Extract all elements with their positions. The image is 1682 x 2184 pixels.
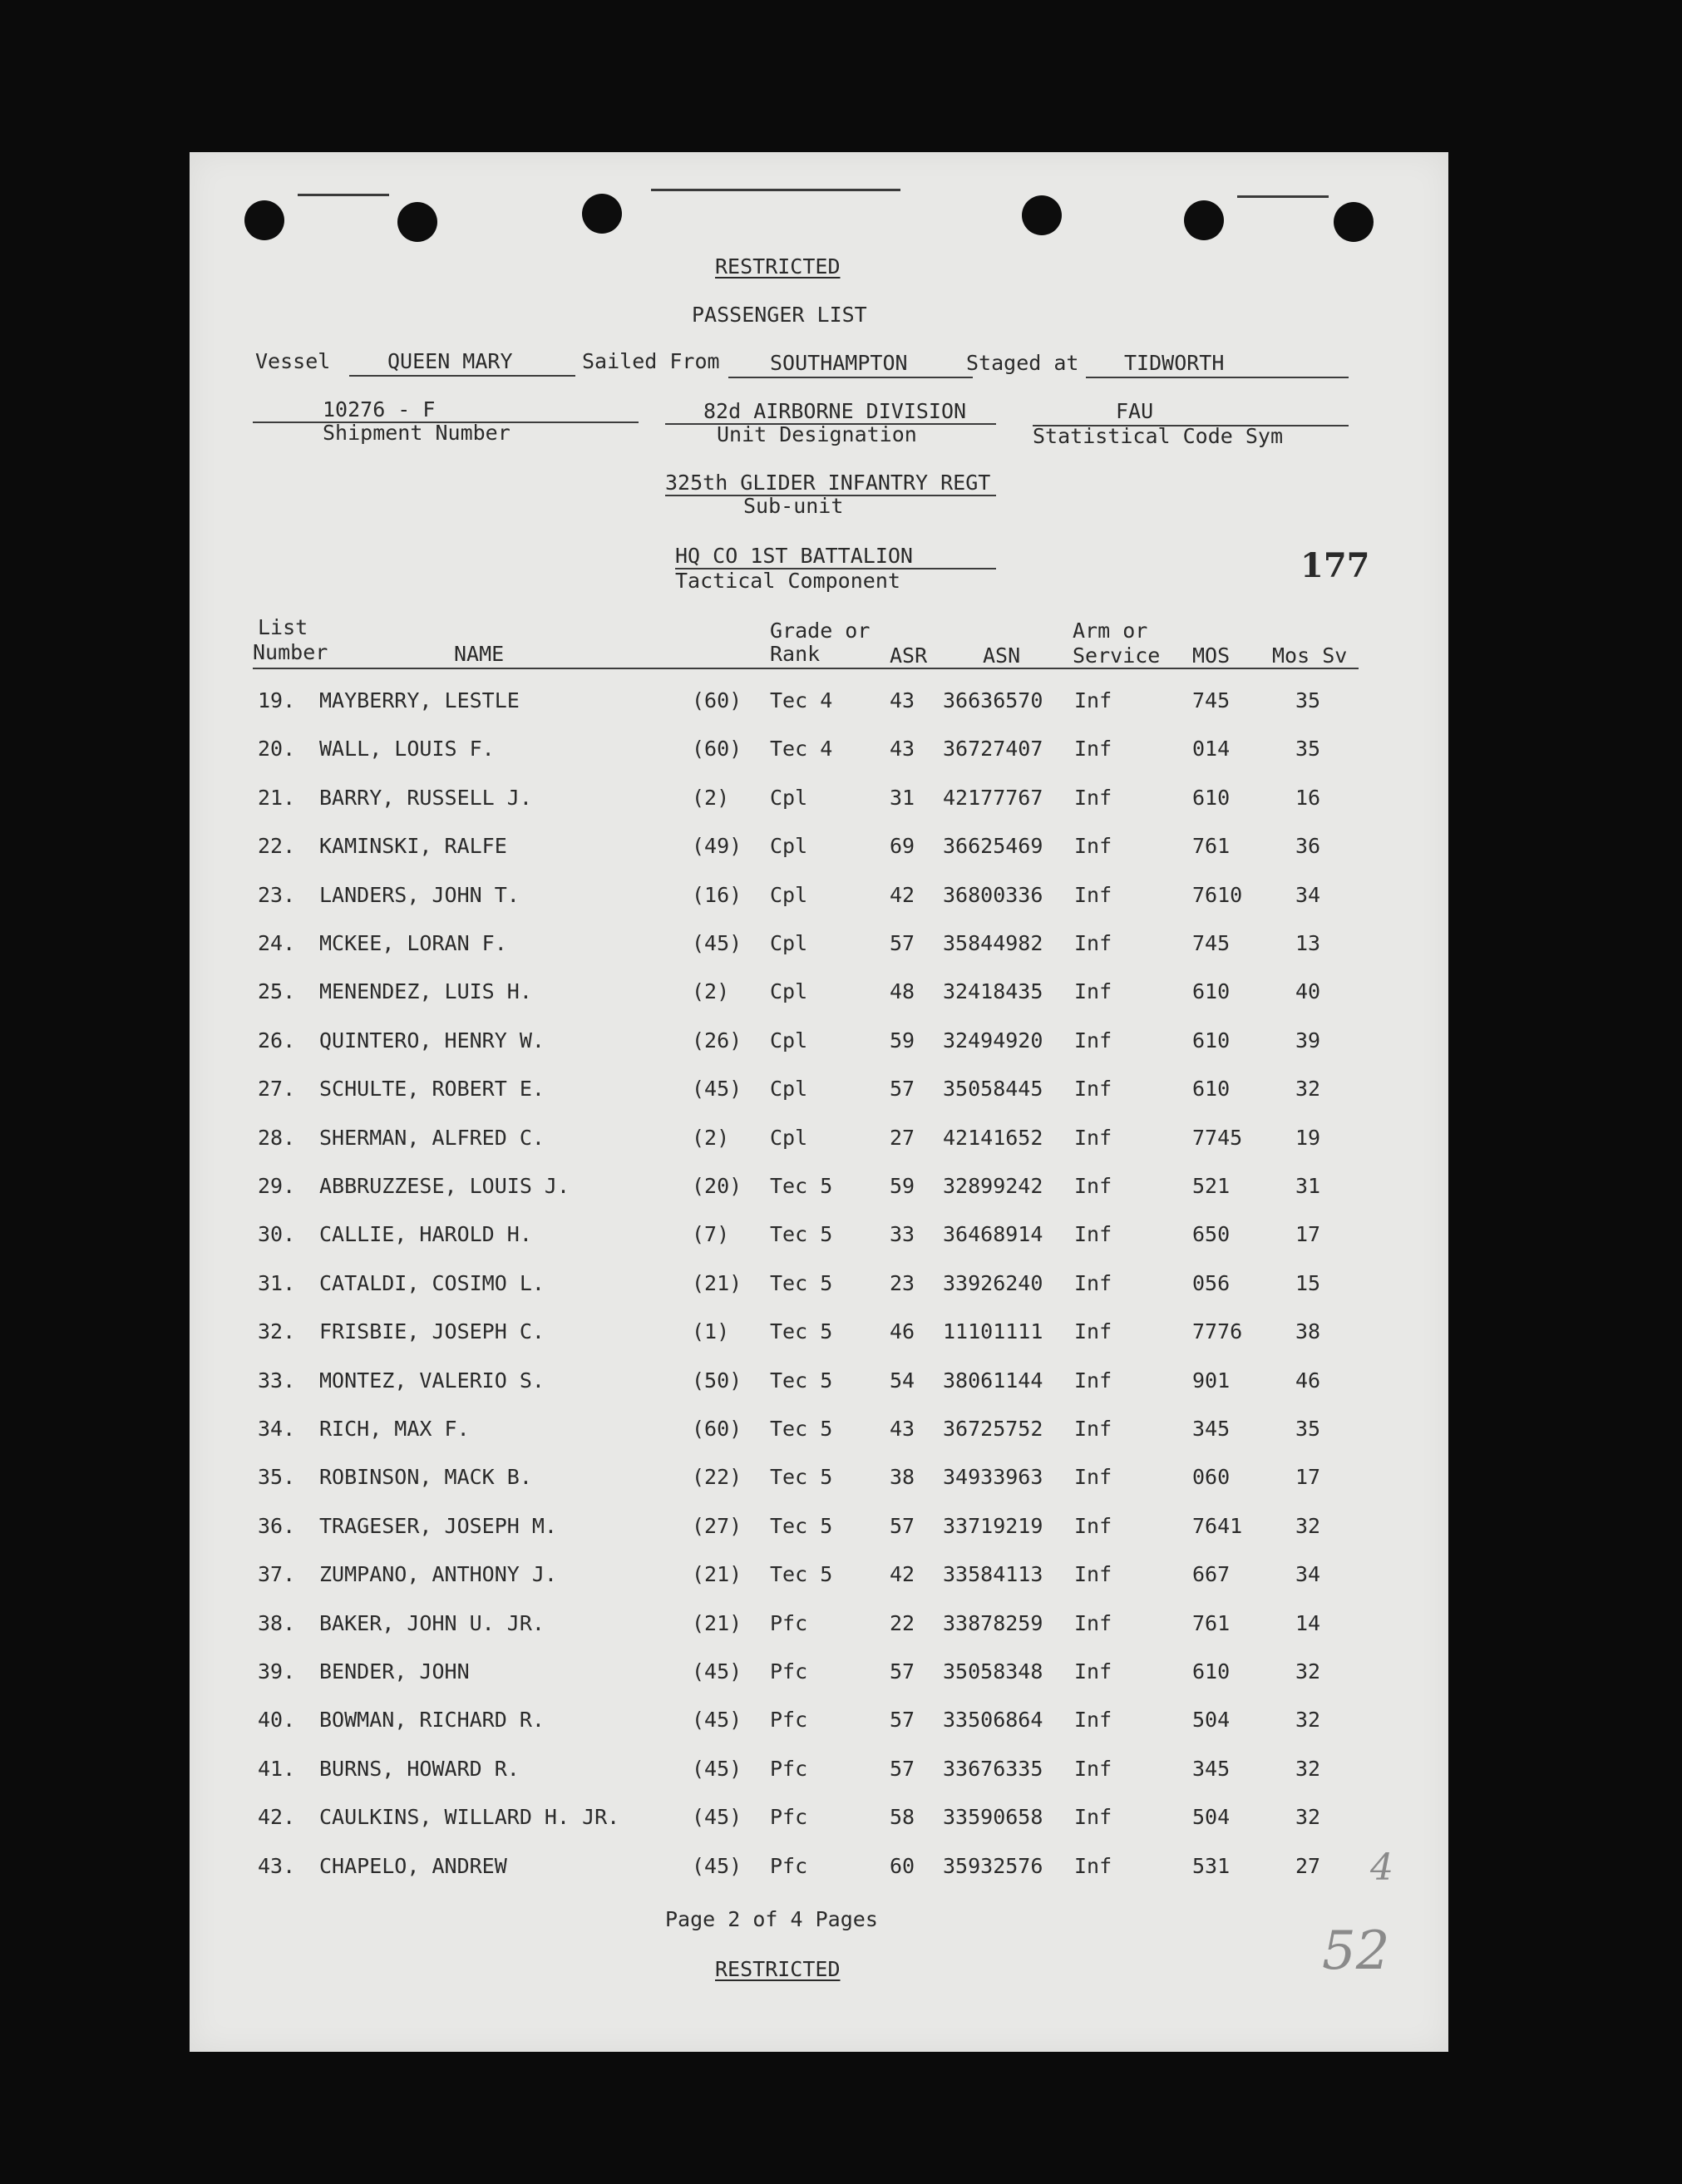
mos-value: 7610 bbox=[1192, 883, 1243, 907]
table-row bbox=[190, 1758, 1448, 1806]
list-number: 33. bbox=[258, 1368, 296, 1393]
punch-hole-icon bbox=[244, 200, 284, 240]
code: (21) bbox=[692, 1562, 742, 1586]
passenger-name: KAMINSKI, RALFE bbox=[319, 834, 507, 858]
list-number: 30. bbox=[258, 1222, 296, 1246]
asr-value: 43 bbox=[890, 688, 915, 712]
mos-value: 7641 bbox=[1192, 1514, 1243, 1538]
asn-value: 33590658 bbox=[943, 1805, 1043, 1829]
table-row bbox=[190, 1029, 1448, 1077]
punch-hole-icon bbox=[1022, 195, 1062, 235]
list-number: 41. bbox=[258, 1757, 296, 1781]
arm-service: Inf bbox=[1074, 1659, 1112, 1684]
subunit-label: Sub-unit bbox=[743, 494, 844, 518]
asn-value: 33584113 bbox=[943, 1562, 1043, 1586]
asn-value: 33878259 bbox=[943, 1611, 1043, 1635]
asr-value: 57 bbox=[890, 1757, 915, 1781]
pencil-mark bbox=[298, 194, 389, 196]
table-row bbox=[190, 1660, 1448, 1708]
document-page bbox=[190, 152, 1448, 2052]
asn-value: 33506864 bbox=[943, 1708, 1043, 1732]
list-number: 31. bbox=[258, 1271, 296, 1295]
table-row bbox=[190, 1417, 1448, 1466]
asr-value: 43 bbox=[890, 737, 915, 761]
mos-value: 7776 bbox=[1192, 1319, 1243, 1343]
mos-value: 056 bbox=[1192, 1271, 1231, 1295]
document-title: PASSENGER LIST bbox=[692, 303, 867, 327]
grade: Pfc bbox=[770, 1854, 808, 1878]
mos-sv-value: 17 bbox=[1295, 1222, 1321, 1246]
table-row bbox=[190, 1515, 1448, 1563]
mos-value: 745 bbox=[1192, 931, 1231, 955]
arm-service: Inf bbox=[1074, 1319, 1112, 1343]
asr-value: 42 bbox=[890, 883, 915, 907]
sailed-from-underline bbox=[728, 377, 973, 378]
code: (16) bbox=[692, 883, 742, 907]
arm-service: Inf bbox=[1074, 786, 1112, 810]
table-row bbox=[190, 932, 1448, 980]
asr-value: 69 bbox=[890, 834, 915, 858]
arm-service: Inf bbox=[1074, 1757, 1112, 1781]
asr-value: 46 bbox=[890, 1319, 915, 1343]
mos-sv-value: 32 bbox=[1295, 1805, 1321, 1829]
asr-value: 42 bbox=[890, 1562, 915, 1586]
mos-sv-value: 15 bbox=[1295, 1271, 1321, 1295]
code: (22) bbox=[692, 1465, 742, 1489]
mos-sv-value: 35 bbox=[1295, 1417, 1321, 1441]
mos-sv-value: 31 bbox=[1295, 1174, 1321, 1198]
asr-value: 57 bbox=[890, 1077, 915, 1101]
mos-value: 761 bbox=[1192, 834, 1231, 858]
asr-value: 59 bbox=[890, 1174, 915, 1198]
mos-value: 345 bbox=[1192, 1757, 1231, 1781]
mos-value: 610 bbox=[1192, 979, 1231, 1003]
code: (45) bbox=[692, 1708, 742, 1732]
code: (27) bbox=[692, 1514, 742, 1538]
mos-value: 610 bbox=[1192, 786, 1231, 810]
page-count: Page 2 of 4 Pages bbox=[665, 1907, 878, 1931]
table-row bbox=[190, 737, 1448, 786]
arm-service: Inf bbox=[1074, 931, 1112, 955]
col-asr: ASR bbox=[890, 643, 928, 668]
table-row bbox=[190, 1077, 1448, 1126]
table-row bbox=[190, 689, 1448, 737]
mos-value: 667 bbox=[1192, 1562, 1231, 1586]
grade: Pfc bbox=[770, 1611, 808, 1635]
passenger-name: MENENDEZ, LUIS H. bbox=[319, 979, 532, 1003]
grade: Cpl bbox=[770, 979, 808, 1003]
asn-value: 35844982 bbox=[943, 931, 1043, 955]
list-number: 42. bbox=[258, 1805, 296, 1829]
list-number: 24. bbox=[258, 931, 296, 955]
passenger-name: CHAPELO, ANDREW bbox=[319, 1854, 507, 1878]
vessel-label: Vessel bbox=[255, 349, 331, 373]
list-number: 25. bbox=[258, 979, 296, 1003]
arm-service: Inf bbox=[1074, 1514, 1112, 1538]
passenger-name: MAYBERRY, LESTLE bbox=[319, 688, 520, 712]
passenger-name: SHERMAN, ALFRED C. bbox=[319, 1126, 545, 1150]
mos-sv-value: 34 bbox=[1295, 883, 1321, 907]
arm-service: Inf bbox=[1074, 1222, 1112, 1246]
list-number: 22. bbox=[258, 834, 296, 858]
list-number: 43. bbox=[258, 1854, 296, 1878]
sailed-from-value: SOUTHAMPTON bbox=[770, 351, 908, 375]
passenger-name: SCHULTE, ROBERT E. bbox=[319, 1077, 545, 1101]
mos-sv-value: 32 bbox=[1295, 1659, 1321, 1684]
asn-value: 32418435 bbox=[943, 979, 1043, 1003]
mos-value: 610 bbox=[1192, 1077, 1231, 1101]
table-row bbox=[190, 1708, 1448, 1757]
grade: Cpl bbox=[770, 1126, 808, 1150]
asr-value: 27 bbox=[890, 1126, 915, 1150]
mos-sv-value: 35 bbox=[1295, 737, 1321, 761]
sailed-from-label: Sailed From bbox=[582, 349, 720, 373]
unit-designation-value: 82d AIRBORNE DIVISION bbox=[703, 399, 967, 423]
grade: Pfc bbox=[770, 1708, 808, 1732]
grade: Cpl bbox=[770, 1028, 808, 1053]
passenger-name: BARRY, RUSSELL J. bbox=[319, 786, 532, 810]
grade: Cpl bbox=[770, 883, 808, 907]
header-rule bbox=[253, 668, 1359, 669]
mos-value: 610 bbox=[1192, 1659, 1231, 1684]
list-number: 40. bbox=[258, 1708, 296, 1732]
subunit-value: 325th GLIDER INFANTRY REGT bbox=[665, 471, 991, 495]
pencil-mark bbox=[651, 189, 900, 191]
list-number: 27. bbox=[258, 1077, 296, 1101]
table-row bbox=[190, 1272, 1448, 1320]
table-row bbox=[190, 1563, 1448, 1611]
col-asn: ASN bbox=[983, 643, 1021, 668]
asr-value: 22 bbox=[890, 1611, 915, 1635]
code: (45) bbox=[692, 1659, 742, 1684]
mos-sv-value: 17 bbox=[1295, 1465, 1321, 1489]
table-row bbox=[190, 1855, 1448, 1903]
arm-service: Inf bbox=[1074, 979, 1112, 1003]
grade: Tec 4 bbox=[770, 737, 833, 761]
staged-at-label: Staged at bbox=[966, 351, 1079, 375]
vessel-value: QUEEN MARY bbox=[387, 349, 513, 373]
mos-sv-value: 13 bbox=[1295, 931, 1321, 955]
asn-value: 32899242 bbox=[943, 1174, 1043, 1198]
passenger-name: CATALDI, COSIMO L. bbox=[319, 1271, 545, 1295]
mos-value: 014 bbox=[1192, 737, 1231, 761]
grade: Pfc bbox=[770, 1659, 808, 1684]
passenger-name: BENDER, JOHN bbox=[319, 1659, 470, 1684]
code: (2) bbox=[692, 786, 730, 810]
passenger-name: CALLIE, HAROLD H. bbox=[319, 1222, 532, 1246]
asr-value: 23 bbox=[890, 1271, 915, 1295]
handwritten-4: 4 bbox=[1370, 1846, 1393, 1889]
list-number: 37. bbox=[258, 1562, 296, 1586]
asr-value: 31 bbox=[890, 786, 915, 810]
grade: Tec 4 bbox=[770, 688, 833, 712]
grade: Pfc bbox=[770, 1805, 808, 1829]
asn-value: 35058445 bbox=[943, 1077, 1043, 1101]
asr-value: 33 bbox=[890, 1222, 915, 1246]
arm-service: Inf bbox=[1074, 737, 1112, 761]
code: (45) bbox=[692, 931, 742, 955]
arm-service: Inf bbox=[1074, 1611, 1112, 1635]
code: (45) bbox=[692, 1805, 742, 1829]
grade: Tec 5 bbox=[770, 1465, 833, 1489]
restricted-heading: RESTRICTED bbox=[715, 254, 841, 279]
arm-service: Inf bbox=[1074, 1417, 1112, 1441]
asn-value: 33676335 bbox=[943, 1757, 1043, 1781]
passenger-name: BURNS, HOWARD R. bbox=[319, 1757, 520, 1781]
list-number: 39. bbox=[258, 1659, 296, 1684]
code: (26) bbox=[692, 1028, 742, 1053]
asn-value: 36468914 bbox=[943, 1222, 1043, 1246]
grade: Tec 5 bbox=[770, 1368, 833, 1393]
passenger-name: WALL, LOUIS F. bbox=[319, 737, 495, 761]
list-number: 32. bbox=[258, 1319, 296, 1343]
table-row bbox=[190, 1806, 1448, 1854]
col-grade-line1: Grade or bbox=[770, 619, 871, 643]
arm-service: Inf bbox=[1074, 1708, 1112, 1732]
mos-sv-value: 36 bbox=[1295, 834, 1321, 858]
grade: Cpl bbox=[770, 931, 808, 955]
asn-value: 42141652 bbox=[943, 1126, 1043, 1150]
col-list-line2: Number bbox=[253, 640, 328, 664]
punch-hole-icon bbox=[1334, 202, 1374, 242]
col-name: NAME bbox=[454, 642, 505, 666]
passenger-name: ZUMPANO, ANTHONY J. bbox=[319, 1562, 557, 1586]
restricted-footer: RESTRICTED bbox=[715, 1957, 841, 1981]
list-number: 23. bbox=[258, 883, 296, 907]
statistical-code-label: Statistical Code Sym bbox=[1033, 424, 1284, 448]
passenger-name: RICH, MAX F. bbox=[319, 1417, 470, 1441]
arm-service: Inf bbox=[1074, 1174, 1112, 1198]
asr-value: 59 bbox=[890, 1028, 915, 1053]
asr-value: 58 bbox=[890, 1805, 915, 1829]
arm-service: Inf bbox=[1074, 1126, 1112, 1150]
asn-value: 36727407 bbox=[943, 737, 1043, 761]
code: (45) bbox=[692, 1757, 742, 1781]
mos-sv-value: 32 bbox=[1295, 1077, 1321, 1101]
unit-designation-label: Unit Designation bbox=[717, 422, 917, 446]
punch-hole-icon bbox=[397, 202, 437, 242]
mos-sv-value: 32 bbox=[1295, 1708, 1321, 1732]
asn-value: 36725752 bbox=[943, 1417, 1043, 1441]
arm-service: Inf bbox=[1074, 688, 1112, 712]
table-row bbox=[190, 1369, 1448, 1417]
grade: Tec 5 bbox=[770, 1514, 833, 1538]
shipment-number-label: Shipment Number bbox=[323, 421, 511, 445]
list-number: 26. bbox=[258, 1028, 296, 1053]
mos-sv-value: 38 bbox=[1295, 1319, 1321, 1343]
asr-value: 57 bbox=[890, 931, 915, 955]
grade: Cpl bbox=[770, 786, 808, 810]
code: (21) bbox=[692, 1611, 742, 1635]
mos-sv-value: 14 bbox=[1295, 1611, 1321, 1635]
mos-sv-value: 27 bbox=[1295, 1854, 1321, 1878]
mos-value: 901 bbox=[1192, 1368, 1231, 1393]
pencil-mark bbox=[1237, 195, 1329, 198]
grade: Tec 5 bbox=[770, 1562, 833, 1586]
grade: Cpl bbox=[770, 834, 808, 858]
passenger-name: MCKEE, LORAN F. bbox=[319, 931, 507, 955]
code: (1) bbox=[692, 1319, 730, 1343]
mos-value: 650 bbox=[1192, 1222, 1231, 1246]
asn-value: 33926240 bbox=[943, 1271, 1043, 1295]
arm-service: Inf bbox=[1074, 1562, 1112, 1586]
asn-value: 11101111 bbox=[943, 1319, 1043, 1343]
mos-sv-value: 32 bbox=[1295, 1757, 1321, 1781]
code: (45) bbox=[692, 1077, 742, 1101]
tactical-component-label: Tactical Component bbox=[675, 569, 900, 593]
table-row bbox=[190, 1223, 1448, 1271]
asn-value: 34933963 bbox=[943, 1465, 1043, 1489]
col-mos: MOS bbox=[1192, 643, 1231, 668]
asn-value: 35058348 bbox=[943, 1659, 1043, 1684]
mos-value: 504 bbox=[1192, 1805, 1231, 1829]
arm-service: Inf bbox=[1074, 883, 1112, 907]
asn-value: 42177767 bbox=[943, 786, 1043, 810]
passenger-name: QUINTERO, HENRY W. bbox=[319, 1028, 545, 1053]
arm-service: Inf bbox=[1074, 1465, 1112, 1489]
asn-value: 38061144 bbox=[943, 1368, 1043, 1393]
asn-value: 33719219 bbox=[943, 1514, 1043, 1538]
mos-sv-value: 16 bbox=[1295, 786, 1321, 810]
table-row bbox=[190, 1320, 1448, 1368]
passenger-name: ROBINSON, MACK B. bbox=[319, 1465, 532, 1489]
mos-value: 610 bbox=[1192, 1028, 1231, 1053]
arm-service: Inf bbox=[1074, 1028, 1112, 1053]
mos-value: 531 bbox=[1192, 1854, 1231, 1878]
mos-sv-value: 34 bbox=[1295, 1562, 1321, 1586]
asn-value: 36636570 bbox=[943, 688, 1043, 712]
mos-sv-value: 40 bbox=[1295, 979, 1321, 1003]
arm-service: Inf bbox=[1074, 1368, 1112, 1393]
code: (49) bbox=[692, 834, 742, 858]
table-row bbox=[190, 786, 1448, 835]
col-arm-line1: Arm or bbox=[1073, 619, 1148, 643]
grade: Tec 5 bbox=[770, 1417, 833, 1441]
list-number: 35. bbox=[258, 1465, 296, 1489]
passenger-name: MONTEZ, VALERIO S. bbox=[319, 1368, 545, 1393]
code: (2) bbox=[692, 979, 730, 1003]
mos-sv-value: 32 bbox=[1295, 1514, 1321, 1538]
table-row bbox=[190, 1175, 1448, 1223]
code: (2) bbox=[692, 1126, 730, 1150]
shipment-number-value: 10276 - F bbox=[323, 397, 436, 422]
mos-sv-value: 39 bbox=[1295, 1028, 1321, 1053]
arm-service: Inf bbox=[1074, 834, 1112, 858]
arm-service: Inf bbox=[1074, 1854, 1112, 1878]
grade: Tec 5 bbox=[770, 1271, 833, 1295]
mos-sv-value: 46 bbox=[1295, 1368, 1321, 1393]
list-number: 28. bbox=[258, 1126, 296, 1150]
col-arm-line2: Service bbox=[1073, 643, 1161, 668]
arm-service: Inf bbox=[1074, 1271, 1112, 1295]
code: (20) bbox=[692, 1174, 742, 1198]
mos-value: 761 bbox=[1192, 1611, 1231, 1635]
mos-value: 745 bbox=[1192, 688, 1231, 712]
grade: Tec 5 bbox=[770, 1319, 833, 1343]
code: (7) bbox=[692, 1222, 730, 1246]
handwritten-52: 52 bbox=[1322, 1920, 1390, 1982]
tactical-component-value: HQ CO 1ST BATTALION bbox=[675, 544, 913, 568]
list-number: 34. bbox=[258, 1417, 296, 1441]
mos-value: 7745 bbox=[1192, 1126, 1243, 1150]
asr-value: 48 bbox=[890, 979, 915, 1003]
passenger-name: CAULKINS, WILLARD H. JR. bbox=[319, 1805, 620, 1829]
table-row bbox=[190, 980, 1448, 1028]
asn-value: 32494920 bbox=[943, 1028, 1043, 1053]
list-number: 36. bbox=[258, 1514, 296, 1538]
asn-value: 36625469 bbox=[943, 834, 1043, 858]
code: (21) bbox=[692, 1271, 742, 1295]
table-row bbox=[190, 835, 1448, 883]
punch-hole-icon bbox=[582, 194, 622, 234]
passenger-name: TRAGESER, JOSEPH M. bbox=[319, 1514, 557, 1538]
col-list-line1: List bbox=[258, 615, 308, 639]
col-mos-sv: Mos Sv bbox=[1272, 643, 1348, 668]
arm-service: Inf bbox=[1074, 1077, 1112, 1101]
code: (60) bbox=[692, 688, 742, 712]
mos-value: 345 bbox=[1192, 1417, 1231, 1441]
col-grade-line2: Rank bbox=[770, 642, 821, 666]
code: (60) bbox=[692, 1417, 742, 1441]
passenger-name: BAKER, JOHN U. JR. bbox=[319, 1611, 545, 1635]
asr-value: 57 bbox=[890, 1659, 915, 1684]
asn-value: 35932576 bbox=[943, 1854, 1043, 1878]
mos-value: 521 bbox=[1192, 1174, 1231, 1198]
mos-sv-value: 35 bbox=[1295, 688, 1321, 712]
passenger-name: BOWMAN, RICHARD R. bbox=[319, 1708, 545, 1732]
asn-value: 36800336 bbox=[943, 883, 1043, 907]
page-stamp: 177 bbox=[1300, 546, 1370, 585]
table-row bbox=[190, 1612, 1448, 1660]
grade: Tec 5 bbox=[770, 1222, 833, 1246]
table-row bbox=[190, 1127, 1448, 1175]
code: (60) bbox=[692, 737, 742, 761]
table-row bbox=[190, 884, 1448, 932]
staged-at-value: TIDWORTH bbox=[1124, 351, 1225, 375]
list-number: 38. bbox=[258, 1611, 296, 1635]
arm-service: Inf bbox=[1074, 1805, 1112, 1829]
vessel-underline bbox=[349, 375, 575, 377]
asr-value: 57 bbox=[890, 1514, 915, 1538]
passenger-name: ABBRUZZESE, LOUIS J. bbox=[319, 1174, 570, 1198]
code: (50) bbox=[692, 1368, 742, 1393]
grade: Pfc bbox=[770, 1757, 808, 1781]
mos-value: 504 bbox=[1192, 1708, 1231, 1732]
asr-value: 57 bbox=[890, 1708, 915, 1732]
list-number: 21. bbox=[258, 786, 296, 810]
mos-value: 060 bbox=[1192, 1465, 1231, 1489]
statistical-code-value: FAU bbox=[1116, 399, 1154, 423]
staged-at-underline bbox=[1086, 377, 1349, 378]
table-row bbox=[190, 1466, 1448, 1514]
asr-value: 43 bbox=[890, 1417, 915, 1441]
grade: Tec 5 bbox=[770, 1174, 833, 1198]
passenger-name: FRISBIE, JOSEPH C. bbox=[319, 1319, 545, 1343]
list-number: 29. bbox=[258, 1174, 296, 1198]
asr-value: 54 bbox=[890, 1368, 915, 1393]
mos-sv-value: 19 bbox=[1295, 1126, 1321, 1150]
asr-value: 60 bbox=[890, 1854, 915, 1878]
punch-hole-icon bbox=[1184, 200, 1224, 240]
list-number: 20. bbox=[258, 737, 296, 761]
code: (45) bbox=[692, 1854, 742, 1878]
list-number: 19. bbox=[258, 688, 296, 712]
asr-value: 38 bbox=[890, 1465, 915, 1489]
passenger-name: LANDERS, JOHN T. bbox=[319, 883, 520, 907]
grade: Cpl bbox=[770, 1077, 808, 1101]
